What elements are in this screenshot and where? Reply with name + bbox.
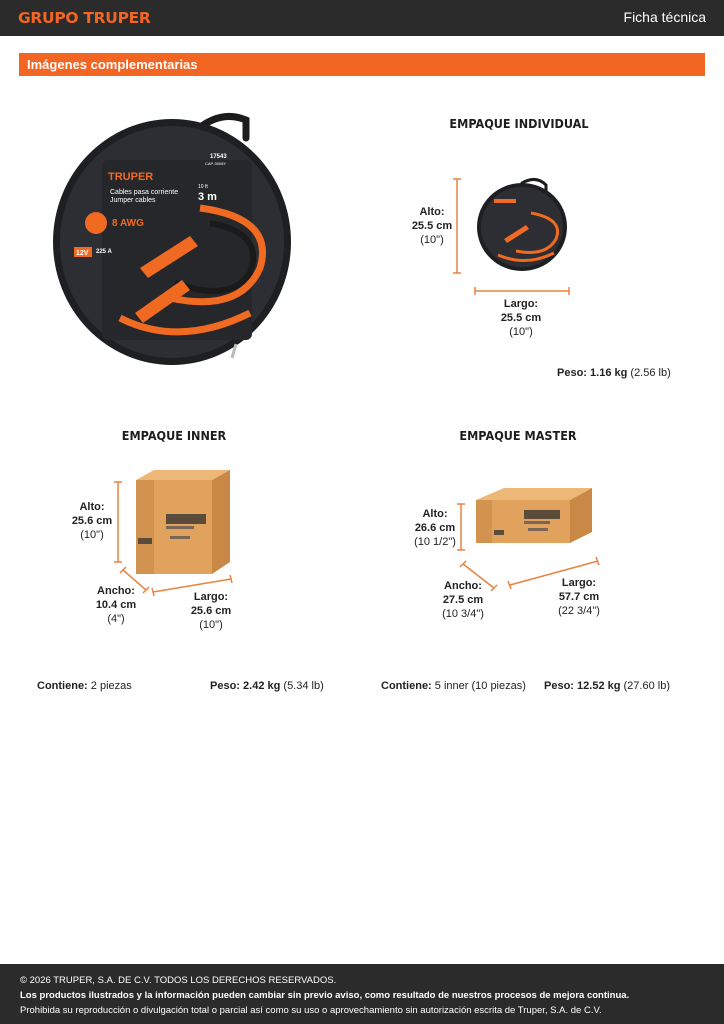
individual-height-label: Alto: 25.5 cm (10") (411, 206, 453, 246)
section-title: Imágenes complementarias (27, 57, 198, 72)
photo-name-es: Cables pasa corriente (110, 189, 179, 196)
individual-length-label: Largo: 25.5 cm (10") (500, 298, 542, 338)
inner-weight: Peso: 2.42 kg (5.34 lb) (210, 680, 324, 692)
footer-notice: Los productos ilustrados y la información pueden cambiar sin previo aviso, como resultado de nuestros procesos de mejora continua. (20, 990, 630, 1001)
photo-name-en: Jumper cables (110, 197, 156, 204)
master-weight: Peso: 12.52 kg (27.60 lb) (544, 680, 670, 692)
photo-brand: TRUPER (108, 171, 154, 183)
individual-weight: Peso: 1.16 kg (2.56 lb) (557, 367, 671, 379)
master-length-label: Largo: 57.7 cm (22 3/4") (558, 577, 600, 617)
brand-logo: GRUPO TRUPER (18, 9, 151, 27)
photo-current: 225 A (96, 249, 112, 255)
inner-height-label: Alto: 25.6 cm (10") (71, 501, 113, 541)
footer-prohibition: Prohibida su reproducción o divulgación total o parcial así como su uso o aprovechamiento sin autorización escrita de Truper, S.A. de C.V. (20, 1005, 602, 1016)
inner-length-label: Largo: 25.6 cm (10") (190, 591, 232, 631)
individual-length-line (474, 286, 570, 296)
photo-length: 3 m (198, 191, 217, 203)
photo-voltage: 12V (76, 250, 89, 257)
header-title: Ficha técnica (623, 9, 706, 25)
footer (0, 964, 724, 1024)
inner-width-label: Ancho: 10.4 cm (4") (95, 585, 137, 625)
heading-empaque-master: EMPAQUE MASTER (459, 428, 577, 443)
photo-gauge: 8 AWG (112, 218, 144, 229)
inner-contains: Contiene: 2 piezas (37, 680, 132, 692)
photo-length-ft: 10 ft (198, 184, 208, 190)
individual-package-illustration (476, 177, 570, 273)
heading-empaque-individual: EMPAQUE INDIVIDUAL (449, 116, 589, 131)
photo-code: 17543 (210, 154, 227, 160)
product-photo (50, 108, 300, 370)
master-contains: Contiene: 5 inner (10 piezas) (381, 680, 526, 692)
top-header (0, 0, 724, 36)
footer-copyright: © 2026 TRUPER, S.A. DE C.V. TODOS LOS DERECHOS RESERVADOS. (20, 975, 337, 986)
photo-model: CAP-3008Y (205, 161, 227, 166)
master-height-label: Alto: 26.6 cm (10 1/2") (414, 508, 456, 548)
section-bar (19, 53, 705, 76)
master-width-label: Ancho: 27.5 cm (10 3/4") (442, 580, 484, 620)
heading-empaque-inner: EMPAQUE INNER (121, 428, 227, 443)
inner-box-illustration (136, 470, 232, 576)
master-box-illustration (476, 488, 594, 544)
